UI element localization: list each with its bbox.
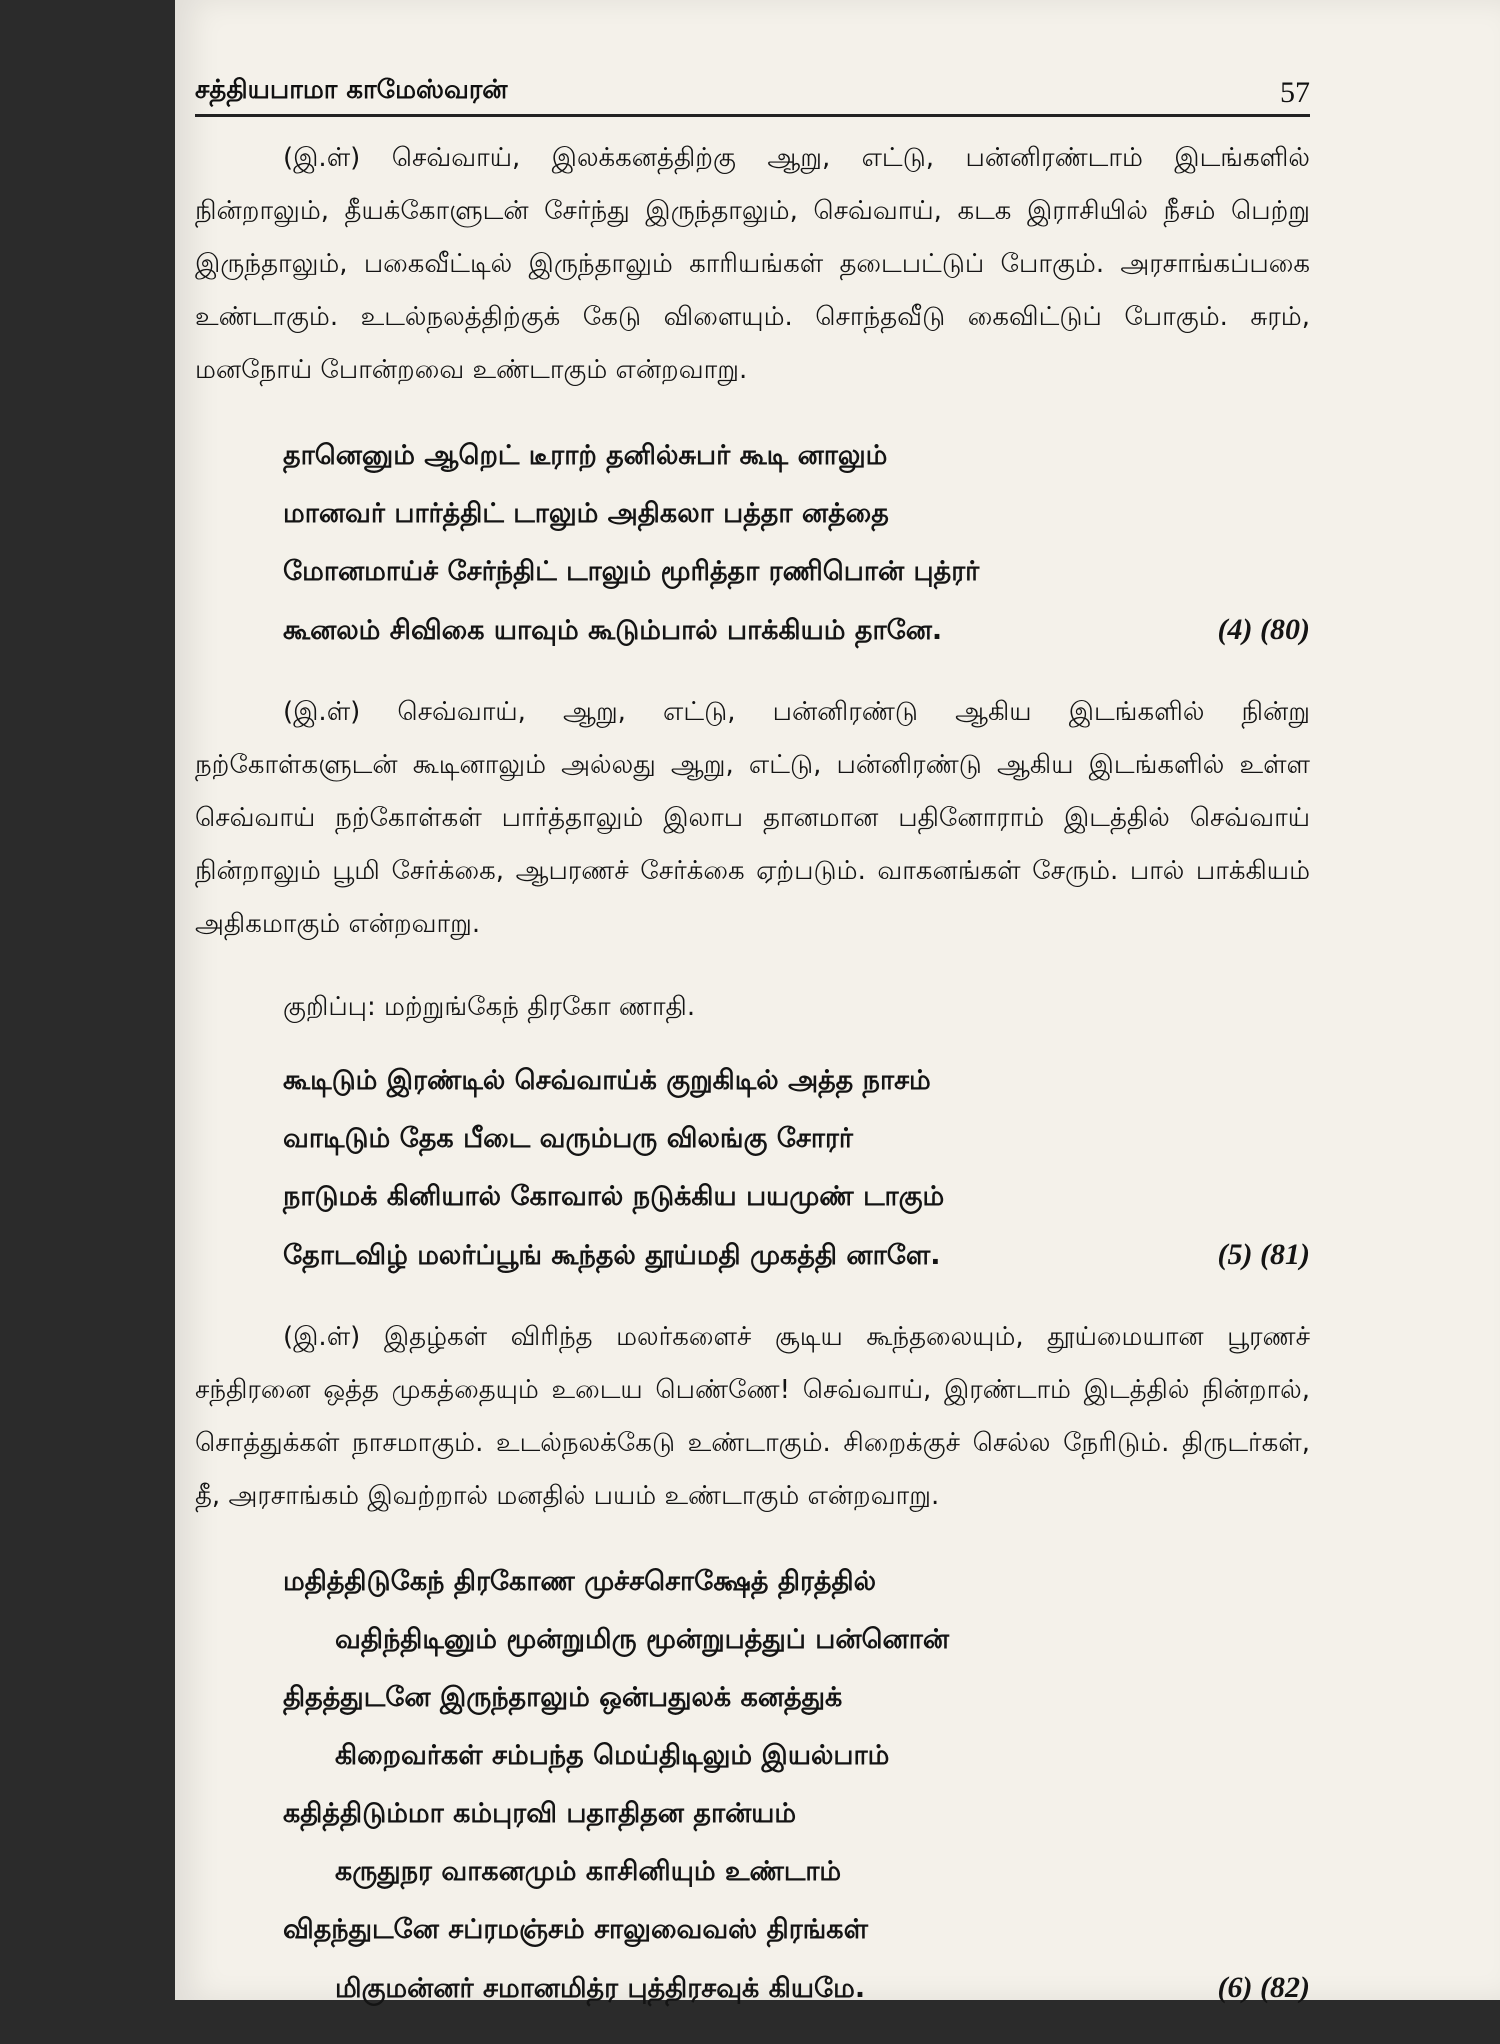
verse-line: வாடிடும் தேக பீடை வரும்பரு விலங்கு சோரர் — [283, 1123, 854, 1154]
verse-number: (6) (82) — [1217, 1971, 1310, 2004]
verse-block — [195, 1553, 1310, 2018]
book-page — [175, 0, 1500, 2004]
page-number: 57 — [1280, 76, 1310, 109]
verse-block — [195, 427, 1310, 660]
verse-line: மிகுமன்னர் சமானமித்ர புத்திரசவுக் கியமே. (6) (82) — [283, 1959, 1310, 2018]
verse-line: நாடுமக் கினியால் கோவால் நடுக்கிய பயமுண் டாகும் — [283, 1181, 945, 1212]
verse-line: மோனமாய்ச் சேர்ந்திட் டாலும் மூரித்தா ரணிபொன் புத்ரர் — [283, 556, 980, 587]
page-header — [195, 62, 1310, 117]
footnote: குறிப்பு: மற்றுங்கேந் திரகோ ணாதி. — [283, 992, 696, 1022]
verse-line: திதத்துடனே இருந்தாலும் ஒன்பதுலக் கனத்துக் — [283, 1682, 843, 1713]
commentary-paragraph: (இ.ள்) செவ்வாய், இலக்கனத்திற்கு ஆறு, எட்டு, பன்னிரண்டாம் இடங்களில் நின்றாலும், தீயக்கோளுடன் சேர்ந்து இருந்தாலும், செவ்வாய், கடக இராசியில் நீசம் பெற்று இருந்தாலும், பகைவீட்டில் இருந்தாலும் காரியங்கள் தடைபட்டுப் போகும். அரசாங்கப்பகை உண்டாகும். உடல்நலத்திற்குக் கேடு விளையும். சொந்தவீடு கைவிட்டுப் போகும். சுரம், மனநோய் போன்றவை உண்டாகும் என்றவாறு. — [195, 143, 1310, 385]
verse-number: (4) (80) — [1217, 613, 1310, 646]
verse-line: கருதுநர வாகனமும் காசினியும் உண்டாம் — [335, 1856, 842, 1887]
page-content — [195, 132, 1310, 2044]
verse-line: தானெனும் ஆறெட் டீராற் தனில்சுபர் கூடி னாலும் — [283, 440, 888, 471]
verse-line: கூடிடும் இரண்டில் செவ்வாய்க் குறுகிடில் அத்த நாசம் — [283, 1065, 931, 1096]
verse-line: தோடவிழ் மலர்ப்பூங் கூந்தல் தூய்மதி முகத்தி னாளே. (5) (81) — [283, 1226, 1310, 1285]
verse-line: கதித்திடும்மா கம்புரவி பதாதிதன தான்யம் — [283, 1798, 797, 1829]
verse-line: விதந்துடனே சப்ரமஞ்சம் சாலுவைவஸ் திரங்கள் — [283, 1914, 868, 1945]
running-title: சத்தியபாமா காமேஸ்வரன் — [195, 75, 508, 105]
verse-block — [195, 1052, 1310, 1285]
verse-line: வதிந்திடினும் மூன்றுமிரு மூன்றுபத்துப் பன்னொன் — [335, 1624, 949, 1655]
commentary-paragraph: (இ.ள்) செவ்வாய், ஆறு, எட்டு, பன்னிரண்டு ஆகிய இடங்களில் நின்று நற்கோள்களுடன் கூடினாலும் அல்லது ஆறு, எட்டு, பன்னிரண்டு ஆகிய இடங்களில் உள்ள செவ்வாய் நற்கோள்கள் பார்த்தாலும் இலாப தானமான பதினோராம் இடத்தில் செவ்வாய் நின்றாலும் பூமி சேர்க்கை, ஆபரணச் சேர்க்கை ஏற்படும். வாகனங்கள் சேரும். பால் பாக்கியம் அதிகமாகும் என்றவாறு. — [195, 697, 1310, 939]
verse-line: மானவர் பார்த்திட் டாலும் அதிகலா பத்தா னத்தை — [283, 498, 889, 529]
verse-number: (5) (81) — [1217, 1238, 1310, 1271]
verse-line: கூனலம் சிவிகை யாவும் கூடும்பால் பாக்கியம் தானே. (4) (80) — [283, 601, 1310, 660]
commentary-paragraph: (இ.ள்) இதழ்கள் விரிந்த மலர்களைச் சூடிய கூந்தலையும், தூய்மையான பூரணச் சந்திரனை ஒத்த முகத்தையும் உடைய பெண்ணே! செவ்வாய், இரண்டாம் இடத்தில் நின்றால், சொத்துக்கள் நாசமாகும். உடல்நலக்கேடு உண்டாகும். சிறைக்குச் செல்ல நேரிடும். திருடர்கள், தீ, அரசாங்கம் இவற்றால் மனதில் பயம் உண்டாகும் என்றவாறு. — [195, 1322, 1310, 1511]
verse-line: மதித்திடுகேந் திரகோண முச்சசொக்ஷேத் திரத்தில் — [283, 1566, 877, 1597]
verse-line: கிறைவர்கள் சம்பந்த மெய்திடிலும் இயல்பாம் — [335, 1740, 890, 1771]
